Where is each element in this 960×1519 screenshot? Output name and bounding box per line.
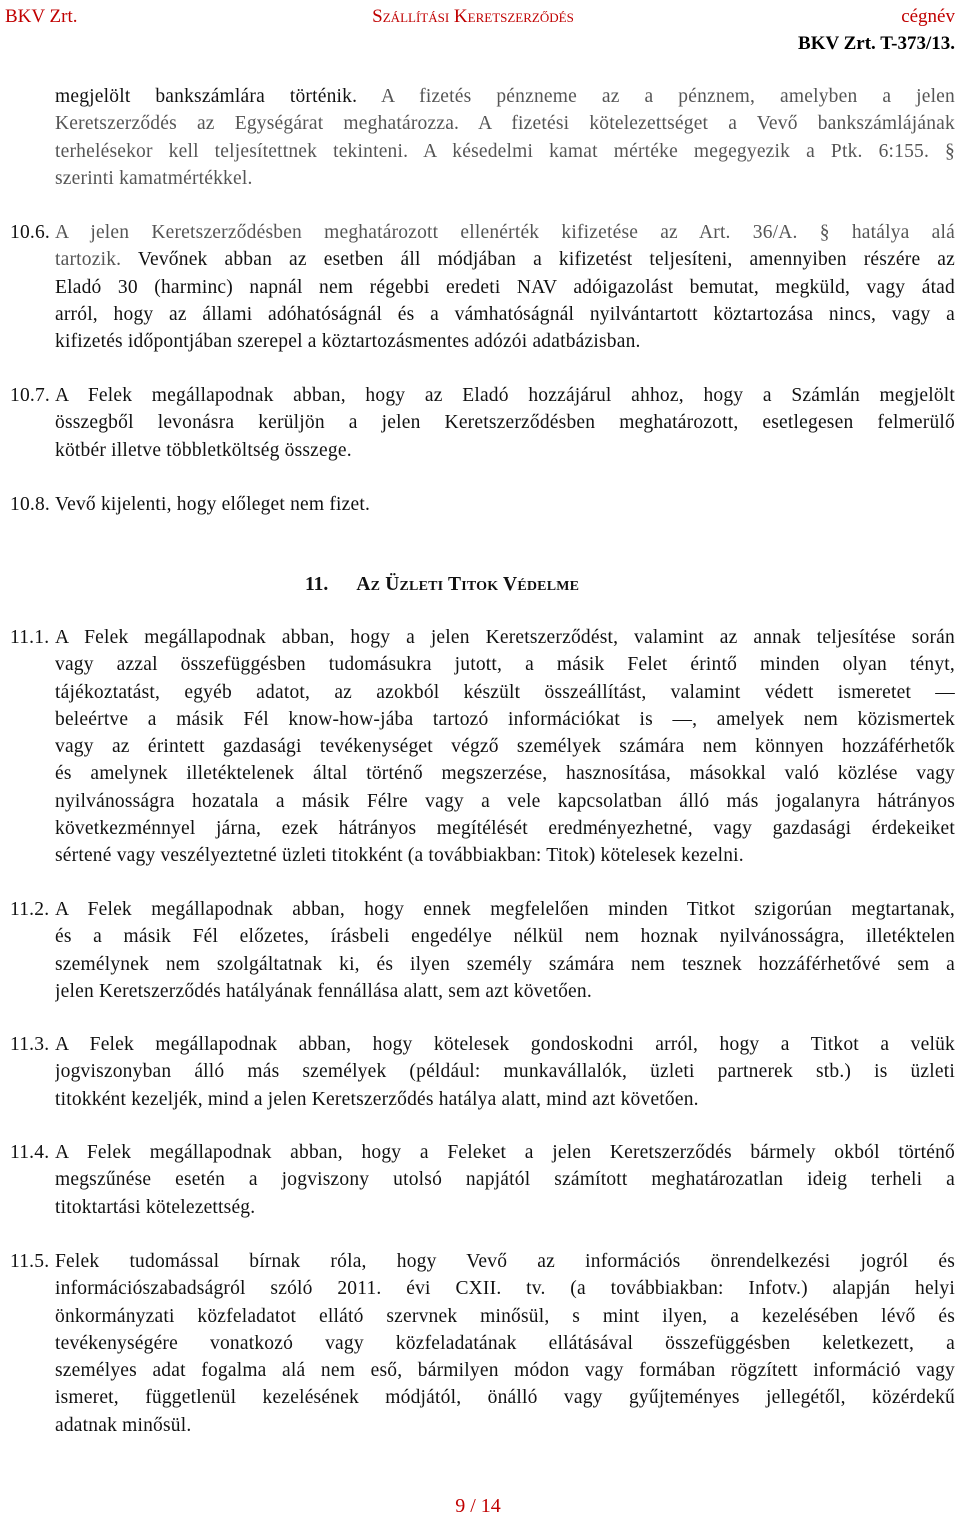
text-line: következménnyel járna, ezek hátrányos megítélését eredményezhetné, vagy gazdasági érdekeiket bbox=[55, 818, 955, 840]
clause-text bbox=[55, 219, 955, 355]
text-line: ismeret, függetlenül kezelésének módjától, önálló vagy gyűjteményes jellegétől, közérdekű bbox=[55, 1387, 955, 1409]
text-line: megszűnése esetén a jogviszony utolsó napjától számított meghatározatlan ideig terheli a bbox=[55, 1169, 955, 1191]
text-line: sértené vagy veszélyeztetné üzleti titokként (a továbbiakban: Titok) kötelesek kezelni. bbox=[55, 845, 744, 867]
clause-text bbox=[55, 491, 955, 518]
text-line bbox=[55, 83, 955, 110]
text-line: A Felek megállapodnak abban, hogy ennek megfelelően minden Titkot szigorúan megtartanak, bbox=[55, 899, 955, 920]
section-title: Az Üzleti Titok Védelme bbox=[356, 574, 580, 595]
text-line: jogviszonyban álló más személyek (például: munkavállalók, üzleti partnerek stb.) is üzleti bbox=[55, 1061, 955, 1083]
text-segment: tartozik. bbox=[55, 249, 122, 271]
text-line: önkormányzati közfeladatot ellátó szervnek minősül, s mint ilyen, a kezelésében lévő és bbox=[55, 1305, 955, 1327]
section-heading bbox=[305, 571, 579, 598]
clause-number: 10.8. bbox=[10, 494, 50, 515]
text-line: tevékenységére vonatkozó vagy közfeladatának ellátásával összefüggésben keletkezett, a bbox=[55, 1332, 955, 1354]
text-segment: Vevőnek abban az esetben áll módjában a kifizetést teljesíteni, amennyiben részére az bbox=[137, 249, 955, 271]
text-line: személyes adat fogalma alá nem eső, bármilyen módon vagy formában rögzített információ vagy bbox=[55, 1360, 955, 1382]
page-number: 9 / 14 bbox=[455, 1495, 501, 1517]
clause-text bbox=[55, 1139, 955, 1221]
text-line bbox=[55, 246, 955, 273]
text-line: szerinti kamatmértékkel. bbox=[55, 167, 253, 189]
clause-text bbox=[55, 1248, 955, 1439]
clause-text bbox=[55, 896, 955, 1005]
text-line: titoktartási kötelezettség. bbox=[55, 1196, 256, 1218]
text-line: összegből levonásra kerüljön a jelen Keretszerződésben meghatározott, esetlegesen felmerülő bbox=[55, 412, 955, 434]
text-line: adatnak minősül. bbox=[55, 1414, 192, 1436]
header-company-name-placeholder: cégnév bbox=[901, 6, 955, 27]
clause-text bbox=[55, 1031, 955, 1113]
text-line: személynek nem szolgáltatnak ki, és ilyen személy számára nem tesznek hozzáférhetővé sem a bbox=[55, 953, 955, 975]
clause-number: 11.5. bbox=[10, 1251, 50, 1272]
text-line: és a másik Fél előzetes, írásbeli engedélye nélkül nem hoznak nyilvánosságra, illetéktelen bbox=[55, 926, 955, 948]
text-line: A Felek megállapodnak abban, hogy az Eladó hozzájárul ahhoz, hogy a Számlán megjelölt bbox=[55, 385, 955, 406]
header-company: BKV Zrt. bbox=[5, 6, 78, 27]
clause-text bbox=[55, 624, 955, 870]
header-document-id: BKV Zrt. T-373/13. bbox=[798, 33, 955, 54]
text-line: jelen Keretszerződés hatályának fennállása alatt, sem azt követően. bbox=[55, 980, 592, 1002]
clause-number: 11.1. bbox=[10, 627, 50, 648]
clause-text bbox=[55, 382, 955, 464]
text-line: kötbér illetve többletköltség összege. bbox=[55, 439, 352, 461]
text-line: tájékoztatást, egyéb adatot, az azokból készült összeállítást, valamint védett ismeretet — bbox=[55, 681, 955, 703]
clause-number: 11.2. bbox=[10, 899, 50, 920]
text-line: vagy az érintett gazdasági tevékenységet végző személyek számára nem könnyen hozzáférhetők bbox=[55, 736, 955, 758]
clause-number: 11.4. bbox=[10, 1142, 50, 1163]
header-document-title: Szállítási Keretszerződés bbox=[372, 6, 574, 27]
text-segment: megjelölt bankszámlára történik. bbox=[55, 86, 358, 107]
paragraph-text bbox=[55, 83, 955, 192]
text-line: és amelynek illetéktelenek által történő megszerzése, hasznosítása, másokkal való közlése vagy bbox=[55, 763, 955, 785]
text-line: kifizetés időpontjában szerepel a köztartozásmentes adózói adatbázisban. bbox=[55, 331, 641, 353]
text-line: Felek tudomással bírnak róla, hogy Vevő az információs önrendelkezési jogról és bbox=[55, 1251, 955, 1272]
text-line: terhelésekor kell teljesítettnek tekinteni. A késedelmi kamat mértéke megegyezik a Ptk. 6:155. § bbox=[55, 140, 955, 162]
text-line: Vevő kijelenti, hogy előleget nem fizet. bbox=[55, 494, 371, 515]
text-line: beleértve a másik Fél know-how-jába tartozó információkat is —, amelyek nem közismertek bbox=[55, 708, 955, 730]
text-line: A Felek megállapodnak abban, hogy a Feleket a jelen Keretszerződés bármely okból történő bbox=[55, 1142, 955, 1163]
text-line: információszabadságról szóló 2011. évi CXII. tv. (a továbbiakban: Infotv.) alapján helyi bbox=[55, 1278, 955, 1300]
text-line: A Felek megállapodnak abban, hogy kötelesek gondoskodni arról, hogy a Titkot a velük bbox=[55, 1034, 955, 1055]
text-line: Keretszerződés az Egységárat meghatározza. A fizetési kötelezettséget a Vevő bankszámlájának bbox=[55, 113, 955, 135]
section-number: 11. bbox=[305, 574, 329, 595]
text-segment: A fizetés pénzneme az a pénznem, amelyben a jelen bbox=[381, 86, 955, 107]
text-line: arról, hogy az állami adóhatóságnál és a vámhatóságnál nyilvántartott köztartozása nincs, vagy a bbox=[55, 303, 955, 325]
text-line: titokként kezeljék, mind a jelen Keretszerződés hatálya alatt, mind azt követően. bbox=[55, 1088, 699, 1110]
text-line: nyilvánosságra hozatala a másik Félre vagy a vele kapcsolatban álló más jogalanyra hátrányos bbox=[55, 790, 955, 812]
text-line: A Felek megállapodnak abban, hogy a jelen Keretszerződést, valamint az annak teljesítése során bbox=[55, 627, 955, 648]
text-line: Eladó 30 (harminc) napnál nem régebbi eredeti NAV adóigazolást bemutat, megküld, vagy átad bbox=[55, 276, 955, 298]
clause-number: 10.7. bbox=[10, 385, 50, 406]
text-line: vagy azzal összefüggésben tudomásukra jutott, a másik Felet érintő minden olyan tényt, bbox=[55, 654, 955, 676]
clause-number: 11.3. bbox=[10, 1034, 50, 1055]
clause-number: 10.6. bbox=[10, 222, 50, 243]
text-line: A jelen Keretszerződésben meghatározott ellenérték kifizetése az Art. 36/A. § hatálya alá bbox=[55, 222, 955, 243]
